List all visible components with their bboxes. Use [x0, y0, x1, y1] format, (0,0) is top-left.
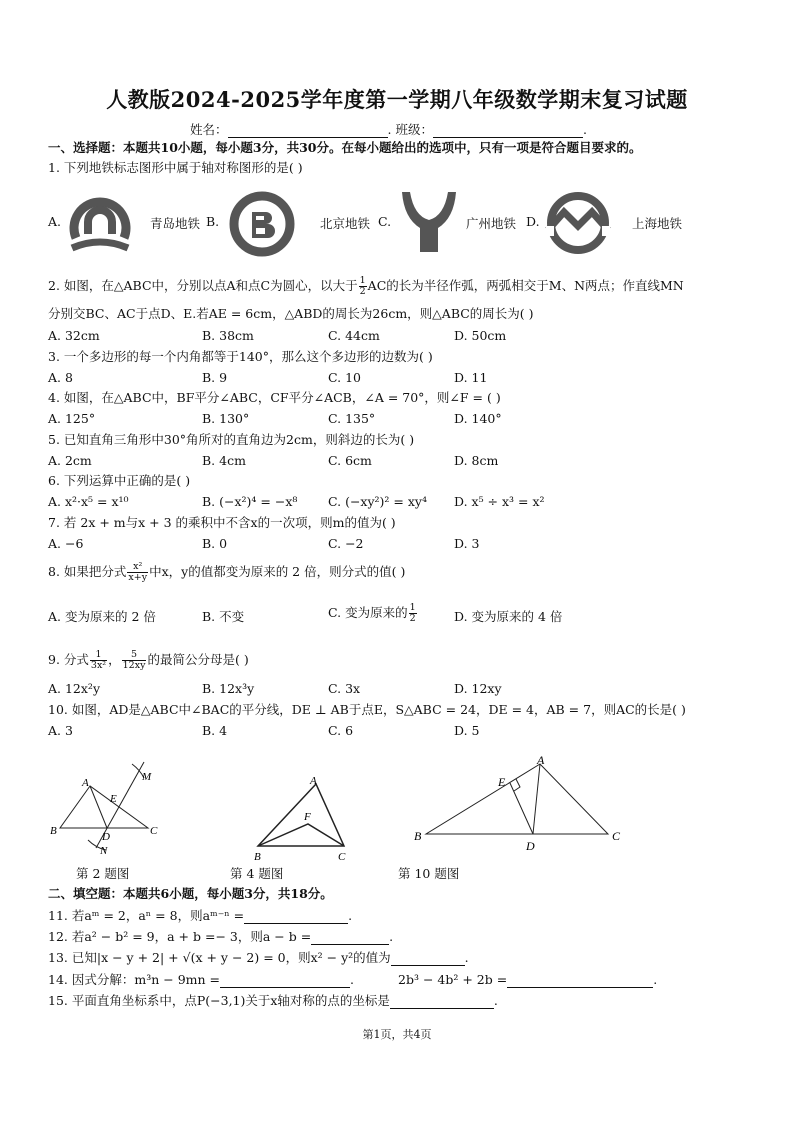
q1-stem: 1. 下列地铁标志图形中属于轴对称图形的是( ): [48, 160, 303, 175]
q8-fraction: $\frac{\text{x²}}{x+y}$: [128, 561, 148, 583]
q10-option-d: D. 5: [454, 723, 480, 738]
q3-stem: 3. 一个多边形的每一个内角都等于140°，那么这个多边形的边数为( ): [48, 349, 433, 364]
q9-option-b: B. 12x³y: [202, 681, 255, 696]
q9-option-a: A. 12x²y: [48, 681, 101, 696]
figure-q10-caption: 第 10 题图: [398, 866, 460, 881]
fig2-label-m: M: [142, 771, 152, 783]
q3-option-a: A. 8: [48, 370, 73, 385]
q8-option-b: B. 不变: [202, 609, 245, 624]
q13-answer-blank[interactable]: [391, 953, 465, 966]
q8-option-d: D. 变为原来的 4 倍: [454, 609, 563, 624]
fig2-label-a: A: [82, 777, 89, 789]
fig4-label-c: C: [338, 851, 346, 863]
section-2-heading: 二、填空题：本题共6小题，每小题3分，共18分。: [48, 886, 333, 901]
q7-option-a: A. −6: [48, 536, 84, 551]
q7-option-d: D. 3: [454, 536, 480, 551]
fig4-label-b: B: [254, 851, 261, 863]
q2-option-a: A. 32cm: [48, 328, 100, 343]
q15-answer-blank[interactable]: [390, 996, 494, 1009]
fig2-label-b: B: [50, 825, 57, 837]
student-info: 姓名： . 班级： .: [190, 122, 587, 137]
q3-option-d: D. 11: [454, 370, 488, 385]
figure-q4-caption: 第 4 题图: [230, 866, 284, 881]
q1-option-b-label: 北京地铁: [320, 216, 371, 231]
q5-option-c: C. 6cm: [328, 453, 372, 468]
class-label: . 班级：: [387, 122, 433, 137]
figure-q2-caption: 第 2 题图: [76, 866, 130, 881]
q12: 12. 若a² − b² = 9，a + b =− 3，则a − b = .: [48, 929, 394, 944]
class-field[interactable]: [433, 125, 583, 138]
q7-stem: 7. 若 2x + m与x + 3 的乘积中不含x的一次项，则m的值为( ): [48, 515, 396, 530]
fig10-label-b: B: [414, 829, 422, 843]
figure-q2: [44, 756, 164, 856]
fig4-label-a: A: [310, 775, 317, 787]
q1-option-b-letter: B.: [206, 214, 220, 229]
figure-q4: [248, 772, 368, 864]
section-1-heading: 一、选择题：本题共10小题，每小题3分，共30分。在每小题给出的选项中，只有一项是符合题目要求的。: [48, 140, 642, 155]
q1-option-d-letter: D.: [526, 214, 540, 229]
q5-option-d: D. 8cm: [454, 453, 499, 468]
q6-option-b: B. (−x²)⁴ = −x⁸: [202, 494, 298, 509]
fig2-label-n: N: [100, 845, 108, 856]
fig10-label-e: E: [498, 775, 506, 789]
q8-option-c: C. 变为原来的 $\frac{1}{2}$: [328, 602, 416, 624]
q14-answer-blank-2[interactable]: [507, 975, 653, 988]
q6-option-a: A. x²·x⁵ = x¹⁰: [48, 494, 129, 509]
q6-option-c: C. (−xy²)² = xy⁴: [328, 494, 427, 509]
q14-answer-blank-1[interactable]: [220, 975, 350, 988]
fig10-label-c: C: [612, 829, 621, 843]
q2-line-1: 2. 如图，在△ABC中，分别以点A和点C为圆心，以大于 $\frac{1}{2}$ AC的长为半径作弧，两弧相交于M、N两点；作直线MN: [48, 275, 684, 297]
q5-option-b: B. 4cm: [202, 453, 246, 468]
q5-option-a: A. 2cm: [48, 453, 92, 468]
name-label: 姓名：: [190, 122, 228, 137]
q1-option-c-label: 广州地铁: [466, 216, 517, 231]
q11-answer-blank[interactable]: [244, 911, 348, 924]
q4-option-d: D. 140°: [454, 411, 502, 426]
q2-option-c: C. 44cm: [328, 328, 380, 343]
fig10-label-a: A: [537, 753, 545, 767]
q12-answer-blank[interactable]: [311, 932, 389, 945]
q1-option-a-letter: A.: [48, 214, 62, 229]
q2-option-b: B. 38cm: [202, 328, 254, 343]
fig2-label-d: D: [102, 831, 110, 843]
q4-option-b: B. 130°: [202, 411, 250, 426]
q14: 14. 因式分解：m³n − 9mn = .: [48, 972, 354, 987]
q7-option-c: C. −2: [328, 536, 364, 551]
q1-option-c-letter: C.: [378, 214, 392, 229]
page-footer: 第1页，共4页: [362, 1028, 432, 1041]
q4-option-c: C. 135°: [328, 411, 376, 426]
q8-option-a: A. 变为原来的 2 倍: [48, 609, 156, 624]
q3-option-b: B. 9: [202, 370, 228, 385]
q10-stem: 10. 如图，AD是△ABC中∠BAC的平分线，DE ⊥ AB于点E，S△ABC = 24，DE = 4，AB = 7，则AC的长是( ): [48, 702, 686, 717]
fig2-label-e: E: [110, 793, 117, 805]
name-field[interactable]: [228, 125, 388, 138]
figure-q10: [410, 752, 630, 852]
q10-option-a: A. 3: [48, 723, 73, 738]
q2-option-d: D. 50cm: [454, 328, 507, 343]
fig4-label-f: F: [304, 811, 311, 823]
shanghai-metro-logo-icon: [544, 190, 612, 256]
q9-option-d: D. 12xy: [454, 681, 502, 696]
page-title: 人教版2024-2025学年度第一学期八年级数学期末复习试题: [106, 87, 688, 112]
beijing-metro-logo-icon: [228, 190, 296, 258]
q7-option-b: B. 0: [202, 536, 228, 551]
q8-stem: 8. 如果把分式 $\frac{\text{x²}}{x+y}$ 中x，y的值都变为原来的 2 倍，则分式的值( ): [48, 561, 406, 583]
q14-part-2: 2b³ − 4b² + 2b = .: [398, 972, 658, 987]
q1-option-a-label: 青岛地铁: [150, 216, 201, 231]
q2-fraction: $\frac{1}{2}$: [359, 275, 366, 297]
guangzhou-metro-logo-icon: [396, 188, 462, 256]
q10-option-b: B. 4: [202, 723, 228, 738]
qingdao-metro-logo-icon: [66, 188, 134, 256]
q4-stem: 4. 如图，在△ABC中，BF平分∠ABC，CF平分∠ACB，∠A = 70°，则∠F = ( ): [48, 390, 501, 405]
q10-option-c: C. 6: [328, 723, 354, 738]
q15: 15. 平面直角坐标系中，点P(−3,1)关于x轴对称的点的坐标是 .: [48, 993, 498, 1008]
q11: 11. 若aᵐ = 2，aⁿ = 8，则aᵐ⁻ⁿ = .: [48, 908, 353, 923]
q9-option-c: C. 3x: [328, 681, 361, 696]
q2-line-2: 分别交BC、AC于点D、E.若AE = 6cm，△ABD的周长为26cm，则△ABC的周长为( ): [48, 306, 534, 321]
q5-stem: 5. 已知直角三角形中30°角所对的直角边为2cm，则斜边的长为( ): [48, 432, 415, 447]
q1-option-d-label: 上海地铁: [632, 216, 683, 231]
q3-option-c: C. 10: [328, 370, 361, 385]
fig2-label-c: C: [150, 825, 158, 837]
q6-option-d: D. x⁵ ÷ x³ = x²: [454, 494, 545, 509]
q6-stem: 6. 下列运算中正确的是( ): [48, 473, 191, 488]
q9-stem: 9. 分式 $\frac{1}{\text{3x²}}$ ， $\frac{5}{12xy}$ 的最简公分母是( ): [48, 649, 249, 671]
fig10-label-d: D: [526, 839, 535, 852]
q4-option-a: A. 125°: [48, 411, 96, 426]
q13: 13. 已知|x − y + 2| + √(x + y − 2) = 0，则x² − y²的值为 .: [48, 950, 469, 965]
